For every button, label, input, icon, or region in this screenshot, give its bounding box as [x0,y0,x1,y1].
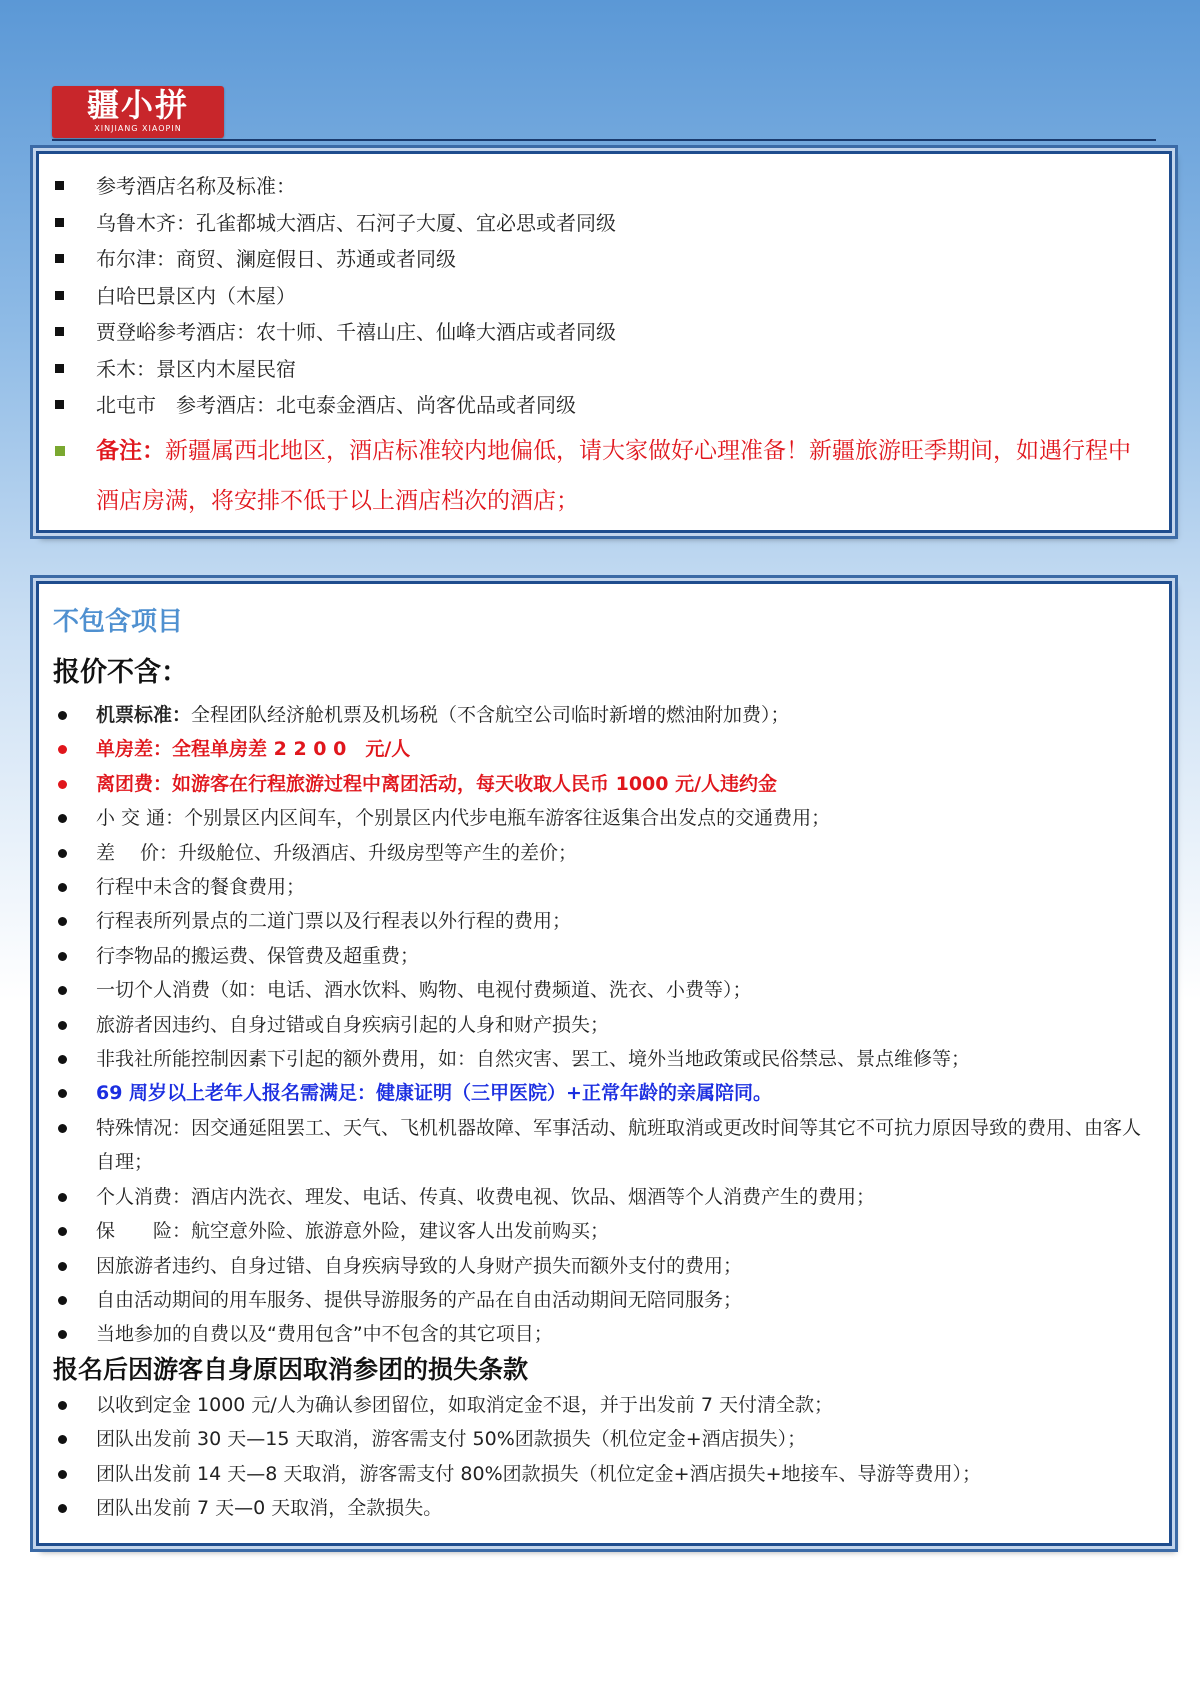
single-room-item: 单房差：全程单房差 2 2 0 0 元/人 [39,732,1169,766]
cancellation-item: 以收到定金 1000 元/人为确认参团留位，如取消定金不退，并于出发前 7 天付清全款； [39,1388,1169,1422]
exclusion-item: 个人消费：酒店内洗衣、理发、电话、传真、收费电视、饮品、烟酒等个人消费产生的费用； [39,1180,1169,1214]
hotel-standards-box [36,151,1172,533]
cancellation-title: 报名后因游客自身原因取消参团的损失条款 [53,1354,529,1384]
airfare-item [39,698,1169,732]
hotel-list-item: 白哈巴景区内（木屋） [39,278,1169,315]
exclusion-item: 一切个人消费（如：电话、酒水饮料、购物、电视付费频道、洗衣、小费等）； [39,973,1169,1007]
exclusion-item: 保 险：航空意外险、旅游意外险，建议客人出发前购买； [39,1214,1169,1248]
senior-note-item: 69 周岁以上老年人报名需满足：健康证明（三甲医院）+正常年龄的亲属陪同。 [39,1076,1169,1110]
exclusion-item: 小 交 通：个别景区内区间车，个别景区内代步电瓶车游客往返集合出发点的交通费用； [39,801,1169,835]
exclusion-item: 旅游者因违约、自身过错或自身疾病引起的人身和财产损失； [39,1008,1169,1042]
cancellation-item: 团队出发前 14 天—8 天取消，游客需支付 80%团款损失（机位定金+酒店损失+地接车、导游等费用）； [39,1457,1169,1491]
exclusion-item: 非我社所能控制因素下引起的额外费用，如：自然灾害、罢工、境外当地政策或民俗禁忌、景点维修等； [39,1042,1169,1076]
exclusion-item: 行李物品的搬运费、保管费及超重费； [39,939,1169,973]
brand-logo [52,86,224,138]
logo-text: 疆小拼 [86,86,189,124]
hotel-list-item: 北屯市 参考酒店：北屯泰金酒店、尚客优品或者同级 [39,387,1169,424]
logo-subtitle: XINJIANG XIAOPIN [94,124,182,133]
hotel-list-item: 贾登峪参考酒店：农十师、千禧山庄、仙峰大酒店或者同级 [39,314,1169,351]
hotel-list-item: 禾木：景区内木屋民宿 [39,351,1169,388]
exclusion-item: 自由活动期间的用车服务、提供导游服务的产品在自由活动期间无陪同服务； [39,1283,1169,1317]
hotel-note-text: 新疆属西北地区，酒店标准较内地偏低，请大家做好心理准备！新疆旅游旺季期间，如遇行程中酒店房满，将安排不低于以上酒店档次的酒店； [96,437,1131,514]
hotel-list-item: 参考酒店名称及标准： [39,168,1169,205]
leave-group-item: 离团费：如游客在行程旅游过程中离团活动，每天收取人民币 1000 元/人违约金 [39,767,1169,801]
exclusion-item: 因旅游者违约、自身过错、自身疾病导致的人身财产损失而额外支付的费用； [39,1249,1169,1283]
cancellation-item: 团队出发前 30 天—15 天取消，游客需支付 50%团款损失（机位定金+酒店损失）； [39,1422,1169,1456]
section-title: 不包含项目 [53,607,184,637]
hotel-note-label: 备注： [96,437,165,464]
exclusion-item: 差 价：升级舱位、升级酒店、升级房型等产生的差价； [39,836,1169,870]
exclusion-item: 当地参加的自费以及“费用包含”中不包含的其它项目； [39,1317,1169,1351]
exclusion-item: 特殊情况：因交通延阻罢工、天气、飞机机器故障、军事活动、航班取消或更改时间等其它不可抗力原因导致的费用、由客人自理； [39,1111,1169,1180]
section-subtitle: 报价不含： [53,657,188,688]
hotel-list-item: 布尔津：商贸、澜庭假日、苏通或者同级 [39,241,1169,278]
hotel-note [39,426,1169,526]
header-divider [52,139,1156,141]
exclusion-item: 行程中未含的餐食费用； [39,870,1169,904]
exclusions-list [39,698,1169,1352]
exclusions-box [36,581,1172,1546]
airfare-label: 机票标准： [96,704,192,726]
hotel-list [39,154,1169,526]
airfare-text: 全程团队经济舱机票及机场税（不含航空公司临时新增的燃油附加费）； [191,704,790,726]
exclusion-item: 行程表所列景点的二道门票以及行程表以外行程的费用； [39,904,1169,938]
hotel-list-item: 乌鲁木齐：孔雀都城大酒店、石河子大厦、宜必思或者同级 [39,205,1169,242]
cancellation-list [39,1388,1169,1526]
cancellation-item: 团队出发前 7 天—0 天取消，全款损失。 [39,1491,1169,1525]
